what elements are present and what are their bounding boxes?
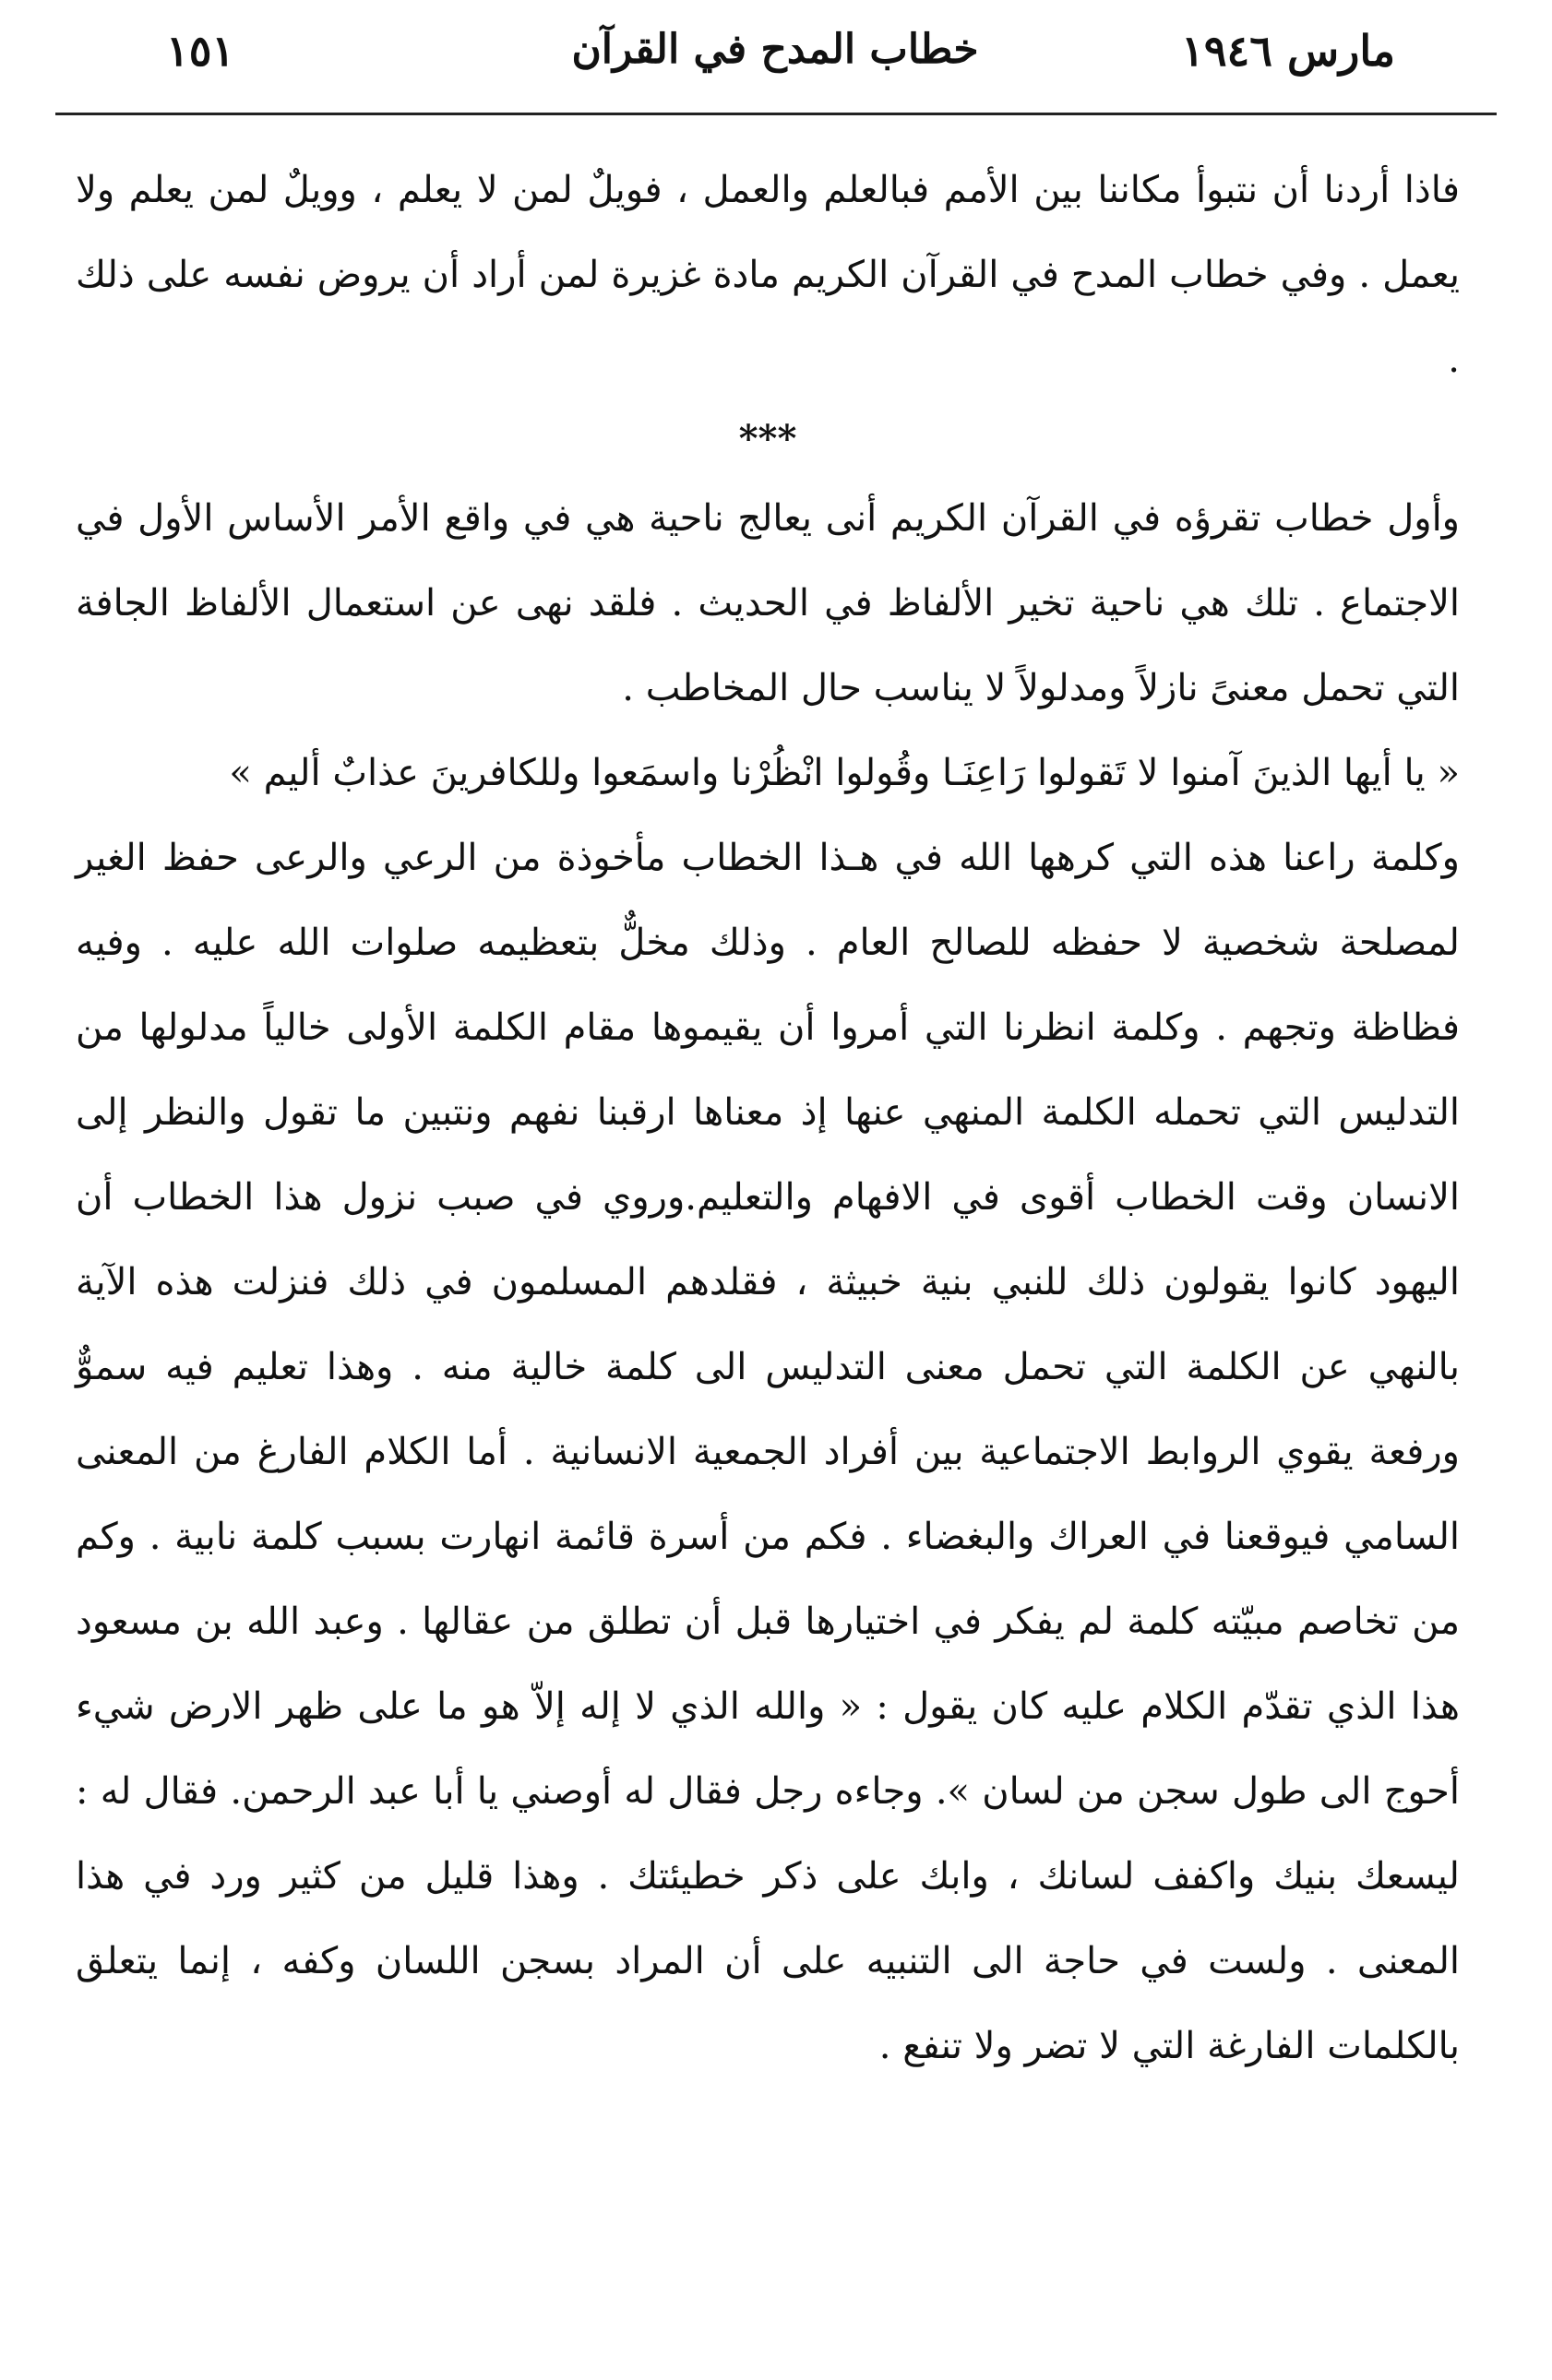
paragraph: فاذا أردنا أن نتبوأ مكاننا بين الأمم فبالعلم والعمل ، فويلٌ لمن لا يعلم ، وويلٌ لمن يعلم ولا يعمل . وفي خطاب المدح في القرآن الكريم مادة غزيرة لمن أراد أن يروض نفسه على ذلك . [76,169,1460,381]
paragraph: وكلمة راعنا هذه التي كرهها الله في هـذا الخطاب مأخوذة من الرعي والرعى حفظ الغير لمصلحة شخصية لا حفظه للصالح العام . وذلك مخلٌّ بتعظيمه صلوات الله عليه . وفيه فظاظة وتجهم . وكلمة انظرنا التي أمروا أن يقيموها مقام الكلمة الأولى خالياً مدلولها من التدليس التي تحمله الكلمة المنهي عنها إذ معناها ارقبنا نفهم ونتبين ما تقول والنظر إلى الانسان وقت الخطاب أقوى في الافهام والتعليم.وروي في صبب نزول هذا الخطاب أن اليهود كانوا يقولون ذلك للنبي بنية خبيثة ، فقلدهم المسلمون في ذلك فنزلت هذه الآية بالنهي عن الكلمة التي تحمل معنى التدليس الى كلمة خالية منه . وهذا تعليم فيه سموٌّ ورفعة يقوي الروابط الاجتماعية بين أفراد الجمعية الانسانية . أما الكلام الفارغ من المعنى السامي فيوقعنا في العراك والبغضاء . فكم من أسرة قائمة انهارت بسبب كلمة نابية . وكم من تخاصم مبيّته كلمة لم يفكر في اختيارها قبل أن تطلق من عقالها . وعبد الله بن مسعود هذا الذي تقدّم الكلام عليه كان يقول : « والله الذي لا إله إلاّ هو ما على ظهر الارض شيء أحوج الى طول سجن من لسان ». وجاءه رجل فقال له أوصني يا أبا عبد الرحمن. فقال له : ليسعك بنيك واكفف لسانك ، وابك على ذكر خطيئتك . وهذا قليل من كثير ورد في هذا المعنى . ولست في حاجة الى التنبيه على أن المراد بسجن اللسان وكفه ، إنما يتعلق بالكلمات الفارغة التي لا تضر ولا تنفع . [76,837,1460,2067]
running-header [0,0,1552,92]
running-title: خطاب المدح في القرآن [571,26,979,73]
header-rule [55,113,1497,115]
paragraph: وأول خطاب تقرؤه في القرآن الكريم أنى يعالج ناحية هي في واقع الأمر الأساس الأول في الاجتماع . تلك هي ناحية تخير الألفاظ في الحديث . فلقد نهى عن استعمال الألفاظ الجافة التي تحمل معنىً نازلاً ومدلولاً لا يناسب حال المخاطب . [76,497,1460,709]
article-body [76,148,1460,2088]
issue-date: مارس ١٩٤٦ [1181,26,1395,76]
quran-quote: « يا أيها الذينَ آمنوا لا تَقولوا رَاعِنَـا وقُولوا انْظُرْنا واسمَعوا وللكافرينَ عذابٌ أليم » [229,752,1460,794]
page-number: ١٥١ [166,26,235,76]
section-separator: *** [738,417,797,460]
